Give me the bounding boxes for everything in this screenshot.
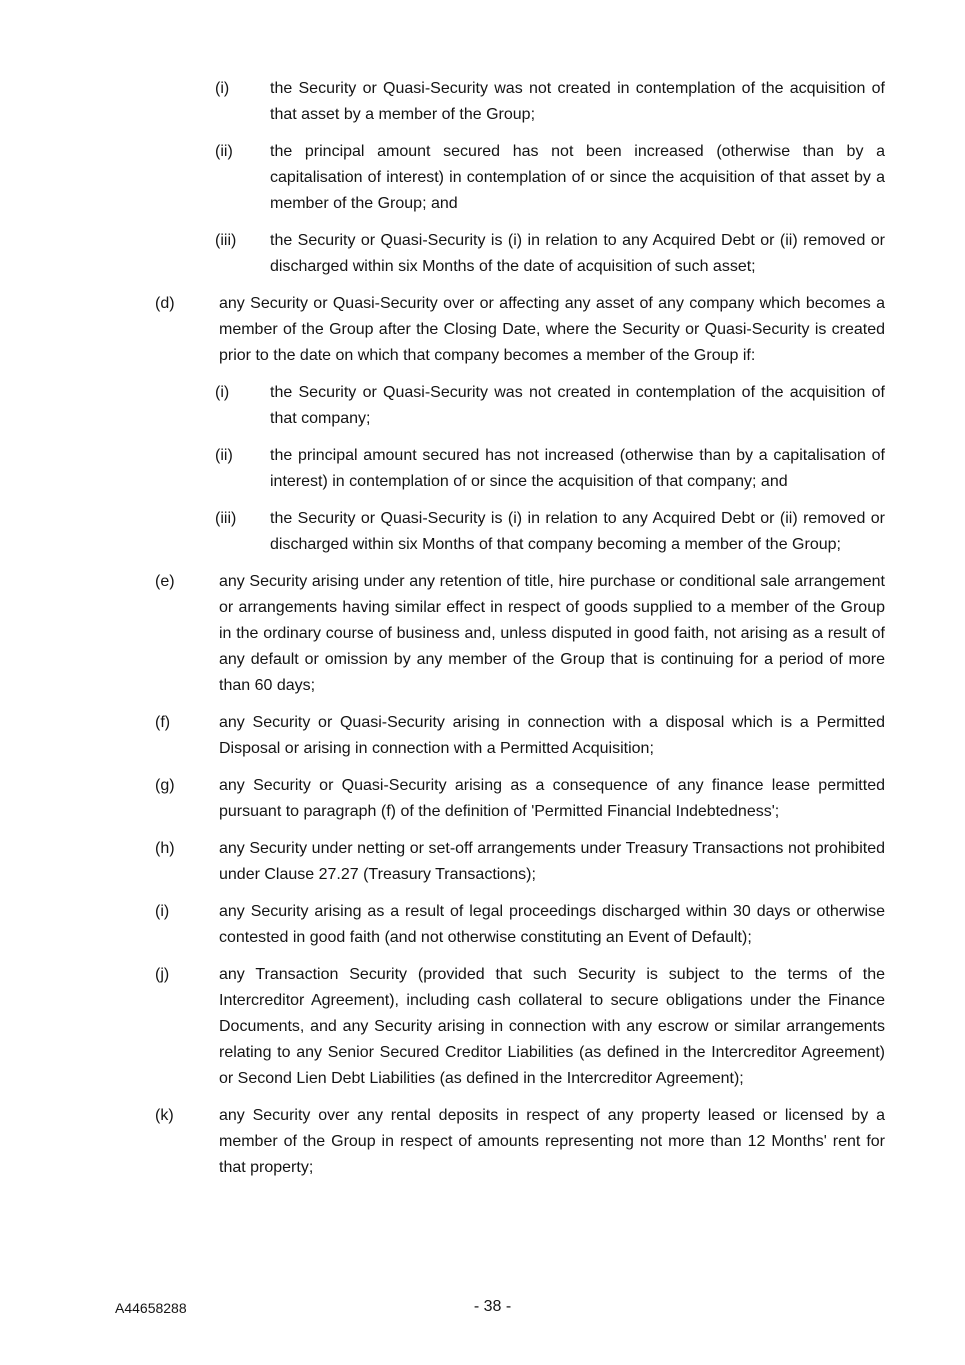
item-label: (ii): [215, 447, 233, 464]
item-label: (e): [155, 573, 175, 590]
clause-list: [0, 76, 965, 1192]
item-label: (iii): [215, 510, 237, 527]
list-item: [0, 443, 965, 495]
list-item: [0, 962, 965, 1092]
item-text: any Security over any rental deposits in respect of any property leased or licensed by a member of the Group in respect of amounts representing not more than 12 Months' rent for that property;: [219, 1107, 885, 1176]
list-item: [0, 773, 965, 825]
item-text: the Security or Quasi-Security is (i) in relation to any Acquired Debt or (ii) removed or discharged within six Months of the date of acquisition of such asset;: [270, 232, 885, 275]
list-item: [0, 1103, 965, 1181]
list-item: [0, 228, 965, 280]
item-text: any Security or Quasi-Security arising as a consequence of any finance lease permitted pursuant to paragraph (f) of the definition of 'Permitted Financial Indebtedness';: [219, 777, 885, 820]
list-item: [0, 291, 965, 369]
list-item: [0, 506, 965, 558]
item-label: (f): [155, 714, 171, 731]
list-item: [0, 710, 965, 762]
item-label: (i): [215, 384, 230, 401]
item-text: any Security or Quasi-Security arising in connection with a disposal which is a Permitted Disposal or arising in connection with a Permitted Acquisition;: [219, 714, 885, 757]
item-text: any Security arising as a result of legal proceedings discharged within 30 days or otherwise contested in good faith (and not otherwise constituting an Event of Default);: [219, 903, 885, 946]
list-item: [0, 836, 965, 888]
item-text: any Transaction Security (provided that such Security is subject to the terms of the Intercreditor Agreement), including cash collateral to secure obligations under the Finance Documents, and any Security arising in connection with any escrow or similar arrangements relating to any Senior Secured Creditor Liabilities (as defined in the Intercreditor Agreement) or Second Lien Debt Liabilities (as defined in the Intercreditor Agreement);: [219, 966, 885, 1087]
item-text: the Security or Quasi-Security was not created in contemplation of the acquisition of that asset by a member of the Group;: [270, 80, 885, 123]
item-label: (h): [155, 840, 175, 857]
item-label: (d): [155, 295, 175, 312]
item-label: (i): [155, 903, 170, 920]
document-id: A44658288: [115, 1300, 187, 1316]
list-item: [0, 899, 965, 951]
item-label: (ii): [215, 143, 233, 160]
list-item: [0, 380, 965, 432]
item-text: any Security arising under any retention of title, hire purchase or conditional sale arrangement or arrangements having similar effect in respect of goods supplied to a member of the Group in the ordinary course of business and, unless disputed in good faith, not arising as a result of any default or omission by any member of the Group that is continuing for a period of more than 60 days;: [219, 573, 885, 694]
item-label: (j): [155, 966, 170, 983]
item-label: (iii): [215, 232, 237, 249]
list-item: [0, 139, 965, 217]
item-label: (g): [155, 777, 175, 794]
item-label: (i): [215, 80, 230, 97]
item-text: any Security under netting or set-off arrangements under Treasury Transactions not prohibited under Clause 27.27 (Treasury Transactions);: [219, 840, 885, 883]
item-text: any Security or Quasi-Security over or affecting any asset of any company which becomes a member of the Group after the Closing Date, where the Security or Quasi-Security is created prior to the date on which that company becomes a member of the Group if:: [219, 295, 885, 364]
list-item: [0, 569, 965, 699]
list-item: [0, 76, 965, 128]
item-label: (k): [155, 1107, 174, 1124]
page-number: - 38 -: [473, 1298, 512, 1315]
item-text: the principal amount secured has not increased (otherwise than by a capitalisation of interest) in contemplation of or since the acquisition of that company; and: [270, 447, 885, 490]
item-text: the principal amount secured has not been increased (otherwise than by a capitalisation of interest) in contemplation of or since the acquisition of that asset by a member of the Group; and: [270, 143, 885, 212]
item-text: the Security or Quasi-Security was not created in contemplation of the acquisition of that company;: [270, 384, 885, 427]
item-text: the Security or Quasi-Security is (i) in relation to any Acquired Debt or (ii) removed or discharged within six Months of that company becoming a member of the Group;: [270, 510, 885, 553]
page-footer: [80, 1297, 905, 1321]
